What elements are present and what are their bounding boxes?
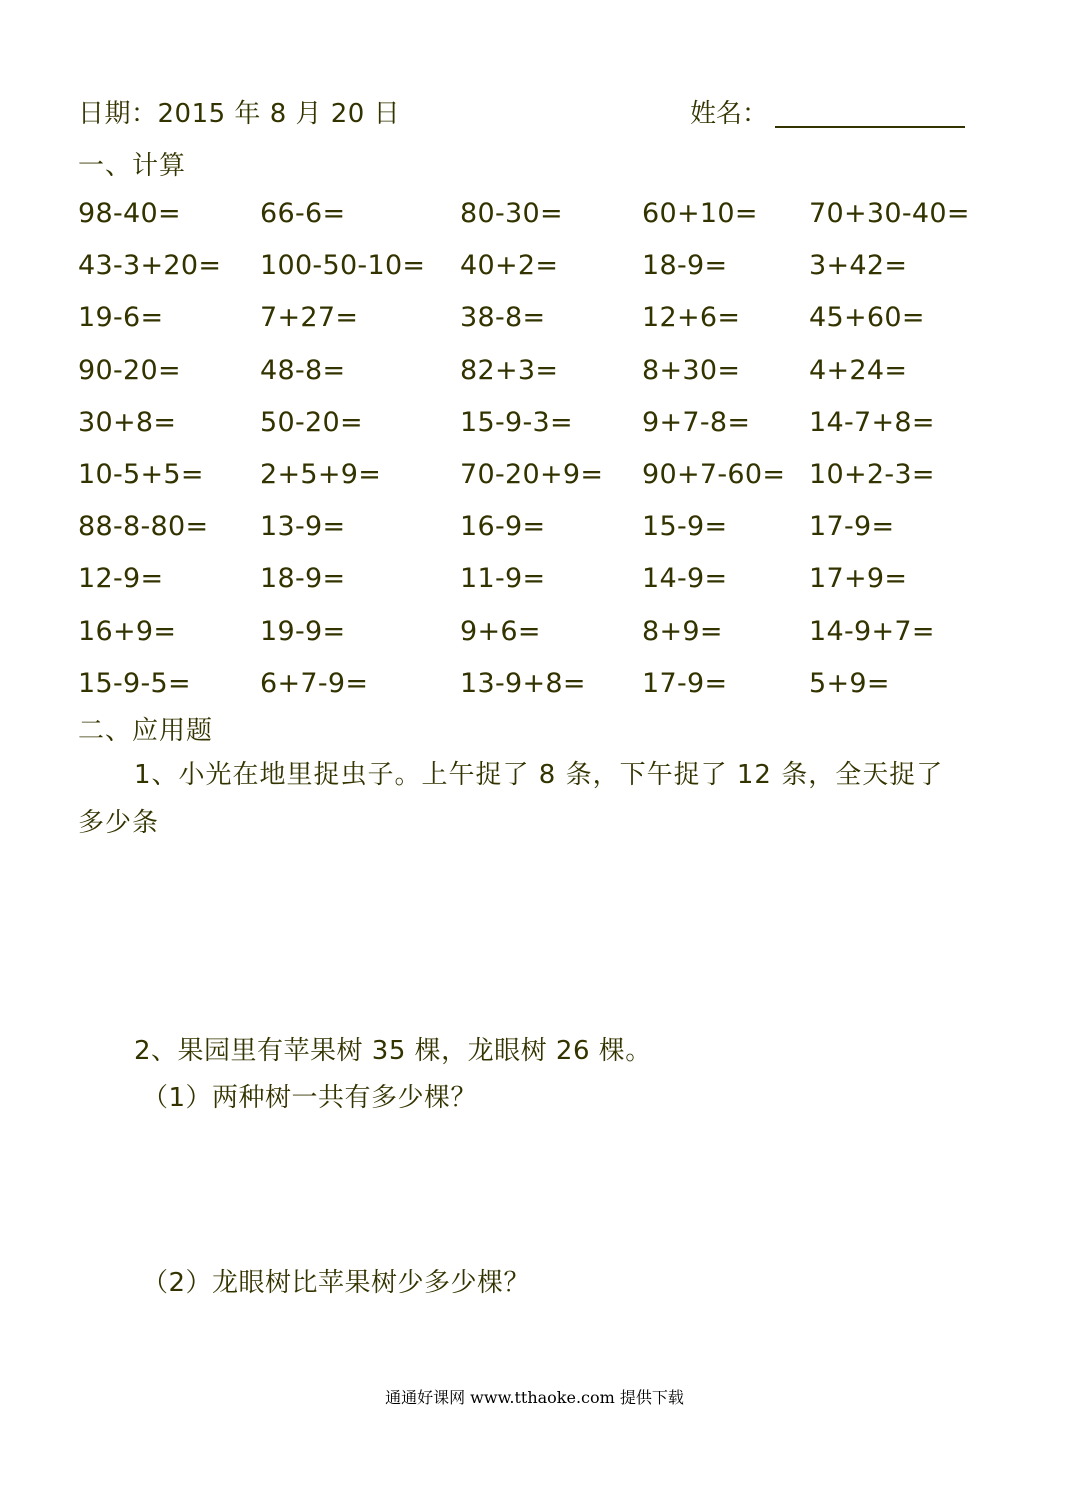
calc-problem: 90+7-60=: [642, 458, 786, 490]
calc-problem: 88-8-80=: [78, 511, 209, 543]
calc-problem: 8+30=: [642, 354, 741, 386]
question-1-line-1: 1、小光在地里捉虫子。上午捉了 8 条，下午捉了 12 条，全天捉了: [134, 760, 944, 790]
calc-problem: 43-3+20=: [78, 250, 222, 282]
calc-problem: 45+60=: [809, 302, 925, 334]
name-blank-line: [775, 126, 965, 128]
calculation-grid: [78, 188, 1058, 710]
question-2-text: 2、果园里有苹果树 35 棵，龙眼树 26 棵。: [134, 1036, 652, 1066]
calc-problem: 14-9=: [642, 563, 728, 595]
calc-problem: 13-9+8=: [460, 667, 586, 699]
question-1-line-2: 多少条: [78, 808, 160, 838]
calc-problem: 82+3=: [460, 354, 559, 386]
calc-problem: 14-9+7=: [809, 615, 935, 647]
calc-problem: 19-6=: [78, 302, 164, 334]
calc-problem: 5+9=: [809, 667, 890, 699]
calc-problem: 9+7-8=: [642, 406, 751, 438]
calc-problem: 100-50-10=: [260, 250, 426, 282]
date-label: 日期：2015 年 8 月 20 日: [78, 99, 401, 129]
calc-problem: 18-9=: [642, 250, 728, 282]
calc-problem: 90-20=: [78, 354, 181, 386]
question-2-sub-1: （1）两种树一共有多少棵？: [142, 1083, 478, 1113]
calc-problem: 7+27=: [260, 302, 359, 334]
calc-problem: 8+9=: [642, 615, 723, 647]
calc-problem: 10+2-3=: [809, 458, 935, 490]
calc-problem: 17-9=: [642, 667, 728, 699]
calc-problem: 11-9=: [460, 563, 546, 595]
calc-problem: 70+30-40=: [809, 198, 970, 229]
calc-problem: 38-8=: [460, 302, 546, 334]
calc-problem: 6+7-9=: [260, 667, 369, 699]
footer-source: 通通好课网 www.tthaoke.com 提供下载: [385, 1388, 684, 1407]
calc-problem: 14-7+8=: [809, 406, 935, 438]
section-word-problems-title: 二、应用题: [78, 716, 214, 746]
name-label: 姓名：: [690, 99, 769, 129]
calc-problem: 12+6=: [642, 302, 741, 334]
calc-problem: 16-9=: [460, 511, 546, 543]
calc-problem: 12-9=: [78, 563, 164, 595]
calc-problem: 48-8=: [260, 354, 346, 386]
calc-problem: 30+8=: [78, 406, 177, 438]
calc-problem: 15-9=: [642, 511, 728, 543]
calc-problem: 80-30=: [460, 198, 563, 229]
calc-problem: 40+2=: [460, 250, 559, 282]
calc-problem: 17-9=: [809, 511, 895, 543]
calc-problem: 10-5+5=: [78, 458, 204, 490]
calc-problem: 2+5+9=: [260, 458, 382, 490]
calc-problem: 60+10=: [642, 198, 758, 229]
calc-problem: 15-9-5=: [78, 667, 191, 699]
question-2-sub-2: （2）龙眼树比苹果树少多少棵？: [142, 1268, 531, 1298]
calc-problem: 98-40=: [78, 198, 181, 229]
calc-problem: 9+6=: [460, 615, 541, 647]
calc-problem: 19-9=: [260, 615, 346, 647]
section-calculation-title: 一、计算: [78, 151, 187, 181]
calc-problem: 18-9=: [260, 563, 346, 595]
calc-problem: 3+42=: [809, 250, 908, 282]
calc-problem: 15-9-3=: [460, 406, 573, 438]
calc-problem: 4+24=: [809, 354, 908, 386]
calc-problem: 70-20+9=: [460, 458, 604, 490]
calc-problem: 16+9=: [78, 615, 177, 647]
calc-problem: 17+9=: [809, 563, 908, 595]
calc-problem: 13-9=: [260, 511, 346, 543]
calc-problem: 66-6=: [260, 198, 346, 229]
calc-problem: 50-20=: [260, 406, 363, 438]
